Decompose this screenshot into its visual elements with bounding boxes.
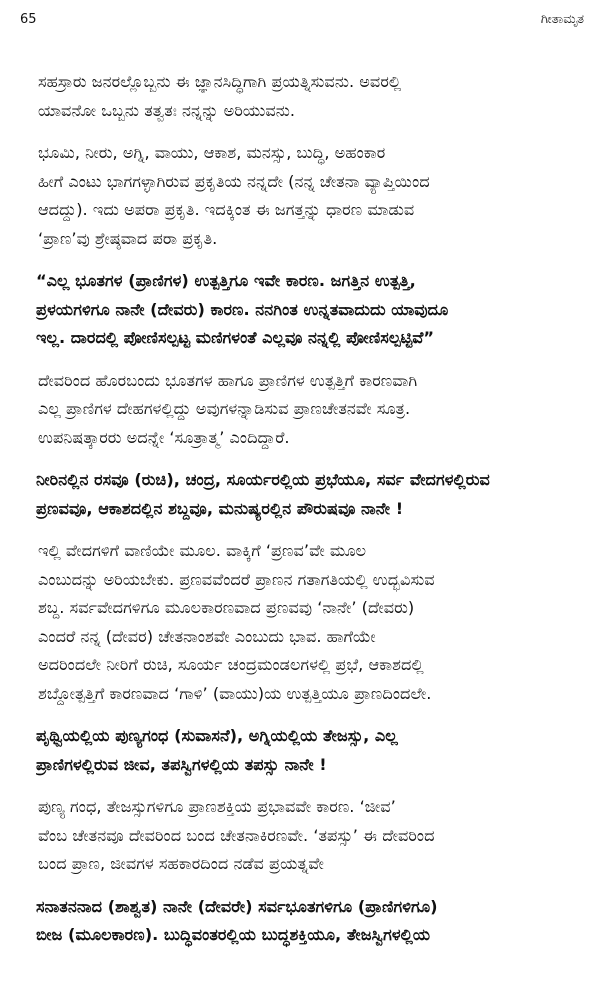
text-line: ಬಂದ ಪ್ರಾಣ, ಜೀವಗಳ ಸಹಕಾರದಿಂದ ನಡೆವ ಪ್ರಯತ್ನವೇ [38, 854, 324, 873]
text-line: ಅದರಿಂದಲೇ ನೀರಿಗೆ ರುಚಿ, ಸೂರ್ಯ ಚಂದ್ರಮಂಡಲಗಳಲ್ಲಿ ಪ್ರಭೆ, ಆಕಾಶದಲ್ಲಿ [38, 655, 424, 674]
running-title: ಗೀತಾಮೃತ [540, 12, 584, 27]
text-line: ಶಬ್ದ. ಸರ್ವವೇದಗಳಿಗೂ ಮೂಲಕಾರಣವಾದ ಪ್ರಣವವು ‘ನಾನೇ’ (ದೇವರು) [38, 598, 415, 617]
page-number: 65 [20, 12, 37, 27]
text-line: ಭೂಮಿ, ನೀರು, ಅಗ್ನಿ, ವಾಯು, ಆಕಾಶ, ಮನಸ್ಸು, ಬುದ್ಧಿ, ಅಹಂಕಾರ [38, 143, 386, 162]
text-line: ಇಲ್ಲ. ದಾರದಲ್ಲಿ ಪೋಣಿಸಲ್ಪಟ್ಟ ಮಣಿಗಳಂತೆ ಎಲ್ಲವೂ ನನ್ನಲ್ಲಿ ಪೋಣಿಸಲ್ಪಟ್ಟಿವೆ” [36, 328, 435, 347]
text-line: ‘ಪ್ರಾಣ’ವು ಶ್ರೇಷ್ಠವಾದ ಪರಾ ಪ್ರಕೃತಿ. [38, 228, 218, 248]
text-line: ಎಂದರೆ ನನ್ನ (ದೇವರ) ಚೇತನಾಂಶವೇ ಎಂಬುದು ಭಾವ. ಹಾಗೆಯೇ [38, 626, 376, 646]
text-line: ಎಂಬುದನ್ನು ಅರಿಯಬೇಕು. ಪ್ರಣವವೆಂದರೆ ಪ್ರಾಣನ ಗತಾಗತಿಯಲ್ಲಿ ಉದ್ಭವಿಸುವ [38, 569, 435, 589]
text-line: ದೇವರಿಂದ ಹೊರಬಂದು ಭೂತಗಳ ಹಾಗೂ ಪ್ರಾಣಿಗಳ ಉತ್ಪತ್ತಿಗೆ ಕಾರಣವಾಗಿ [38, 370, 418, 390]
text-line: ಪುಣ್ಯ ಗಂಧ, ತೇಜಸ್ಸುಗಳಿಗೂ ಪ್ರಾಣಶಕ್ತಿಯ ಪ್ರಭಾವವೇ ಕಾರಣ. ‘ಜೀವ’ [38, 797, 396, 816]
text-line: ವೆಂಬ ಚೇತನವೂ ದೇವರಿಂದ ಬಂದ ಚೇತನಾಕಿರಣವೇ. ‘ತಪಸ್ಸು’ ಈ ದೇವರಿಂದ [38, 825, 435, 845]
text-line: ಯಾವನೋ ಒಬ್ಬನು ತತ್ವತಃ ನನ್ನನ್ನು ಅರಿಯುವನು. [38, 100, 296, 120]
page-body [38, 68, 576, 964]
verse-paragraph [36, 893, 576, 950]
text-line: ಪ್ರಣವವೂ, ಆಕಾಶದಲ್ಲಿನ ಶಬ್ದವೂ, ಮನುಷ್ಯರಲ್ಲಿನ ಪೌರುಷವೂ ನಾನೇ ! [36, 498, 404, 518]
text-line: ಹೀಗೆ ಎಂಟು ಭಾಗಗಳ್ಳಾಗಿರುವ ಪ್ರಕೃತಿಯ ನನ್ನದೇ (ನನ್ನ ಚೇತನಾ ವ್ಯಾಪ್ತಿಯಿಂದ [38, 171, 430, 191]
text-line: ಎಲ್ಲ ಪ್ರಾಣಿಗಳ ದೇಹಗಳಲ್ಲಿದ್ದು ಅವುಗಳನ್ನಾಡಿಸುವ ಪ್ರಾಣಚೇತನವೇ ಸೂತ್ರ. [38, 399, 411, 418]
text-line: ಇಲ್ಲಿ ವೇದಗಳಿಗೆ ವಾಣಿಯೇ ಮೂಲ. ವಾಕ್ಕಿಗೆ ‘ಪ್ರಣವ’ವೇ ಮೂಲ [38, 541, 367, 560]
verse-paragraph [36, 722, 576, 779]
prose-paragraph [38, 139, 576, 253]
text-line: ಆದದ್ದು). ಇದು ಅಪರಾ ಪ್ರಕೃತಿ. ಇದಕ್ಕಿಂತ ಈ ಜಗತ್ತನ್ನು ಧಾರಣ ಮಾಡುವ [38, 200, 415, 219]
page-header [14, 12, 586, 32]
text-line: ನೀರಿನಲ್ಲಿನ ರಸವೂ (ರುಚಿ), ಚಂದ್ರ, ಸೂರ್ಯರಲ್ಲಿಯ ಪ್ರಭೆಯೂ, ಸರ್ವ ವೇದಗಳಲ್ಲಿರುವ [36, 470, 490, 489]
text-line: ಪೃಥ್ವಿಯಲ್ಲಿಯ ಪುಣ್ಯಗಂಧ (ಸುವಾಸನೆ), ಅಗ್ನಿಯಲ್ಲಿಯ ತೇಜಸ್ಸು, ಎಲ್ಲ [36, 726, 398, 745]
text-line: ಬೀಜ (ಮೂಲಕಾರಣ). ಬುದ್ಧಿವಂತರಲ್ಲಿಯ ಬುದ್ಧಶಕ್ತಿಯೂ, ತೇಜಸ್ವಿಗಳಲ್ಲಿಯ [36, 925, 431, 944]
text-line: ಪ್ರಾಣಿಗಳಲ್ಲಿರುವ ಜೀವ, ತಪಸ್ವಿಗಳಲ್ಲಿಯ ತಪಸ್ಸು ನಾನೇ ! [36, 754, 327, 774]
prose-paragraph [38, 68, 576, 125]
verse-paragraph [36, 267, 576, 353]
prose-paragraph [38, 367, 576, 453]
prose-paragraph [38, 537, 576, 708]
verse-paragraph [36, 466, 576, 523]
text-line: ಶಬ್ದೋತ್ಪತ್ತಿಗೆ ಕಾರಣವಾದ ‘ಗಾಳಿ’ (ವಾಯು)ಯ ಉತ್ಪತ್ತಿಯೂ ಪ್ರಾಣದಿಂದಲೇ. [38, 683, 432, 703]
text-line: “ಎಲ್ಲ ಭೂತಗಳ (ಪ್ರಾಣಿಗಳ) ಉತ್ಪತ್ತಿಗೂ ಇವೇ ಕಾರಣ. ಜಗತ್ತಿನ ಉತ್ಪತ್ತಿ, [36, 271, 416, 290]
text-line: ಸನಾತನನಾದ (ಶಾಶ್ವತ) ನಾನೇ (ದೇವರೇ) ಸರ್ವಭೂತಗಳಿಗೂ (ಪ್ರಾಣಿಗಳಿಗೂ) [36, 896, 438, 916]
text-line: ಉಪನಿಷತ್ಕಾರರು ಅದನ್ನೇ ‘ಸೂತ್ರಾತ್ಮ’ ಎಂದಿದ್ದಾರೆ. [38, 427, 290, 447]
text-line: ಸಹಸ್ರಾರು ಜನರಲ್ಲೊಬ್ಬನು ಈ ಜ್ಞಾನಸಿದ್ಧಿಗಾಗಿ ಪ್ರಯತ್ನಿಸುವನು. ಅವರಲ್ಲಿ [38, 72, 402, 91]
text-line: ಪ್ರಳಯಗಳಿಗೂ ನಾನೇ (ದೇವರು) ಕಾರಣ. ನನಗಿಂತ ಉನ್ನತವಾದುದು ಯಾವುದೂ [36, 299, 449, 319]
prose-paragraph [38, 793, 576, 879]
